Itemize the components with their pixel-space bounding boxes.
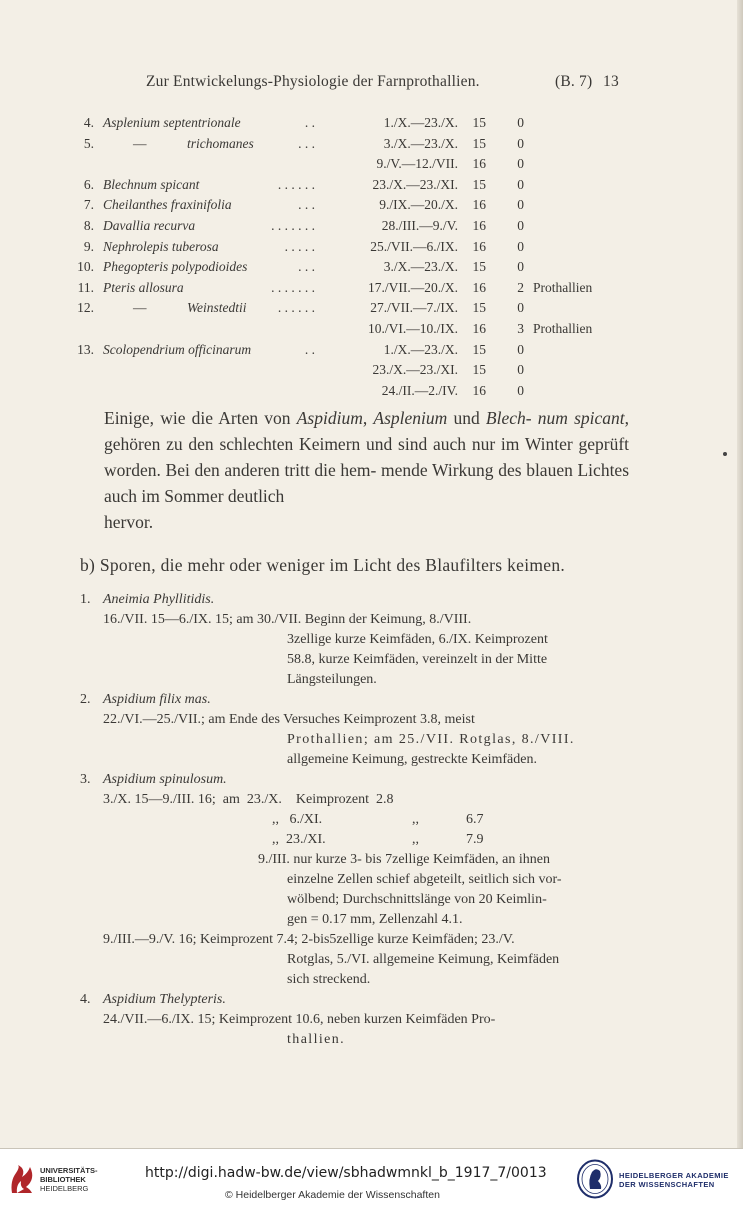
germination-count: 0 (517, 382, 524, 398)
para-genus: Aspidium (296, 408, 363, 428)
para-text: , (362, 408, 374, 428)
copyright-notice: © Heidelberger Akademie der Wissenschaften (225, 1189, 440, 1201)
table-row (0, 218, 743, 239)
year: 16 (472, 217, 486, 233)
year: 15 (472, 362, 486, 378)
date-range: 10./VI.—10./IX. (368, 320, 458, 336)
entry-title: Aspidium Thelypteris. (103, 992, 226, 1007)
library-name (40, 1166, 98, 1193)
result-note: Prothallien (533, 320, 593, 336)
species-name: trichomanes (187, 135, 254, 151)
year: 15 (472, 300, 486, 316)
year: 16 (472, 320, 486, 336)
entry-line: Rotglas, 5./VI. allgemeine Keimung, Keimfäden (287, 952, 560, 967)
year: 16 (472, 279, 486, 295)
entry-line: Längsteilungen. (287, 672, 377, 687)
date-range: 24./II.—2./IV. (381, 382, 458, 398)
germination-count: 2 (517, 279, 524, 295)
entry-title: Aneimia Phyllitidis. (103, 592, 215, 607)
table-row (0, 321, 743, 342)
page-number: 13 (603, 73, 619, 90)
germination-count: 0 (517, 156, 524, 172)
entry-line: einzelne Zellen schief abgeteilt, seitlich sich vor- (287, 872, 562, 887)
date-range: 9./IX.—20./X. (379, 197, 458, 213)
leader-dots: . . . (298, 259, 315, 275)
entry-title: Aspidium filix mas. (103, 692, 211, 707)
date-range: 27./VII.—7./IX. (370, 300, 458, 316)
table-row (0, 115, 743, 136)
date-range: 28./III.—9./V. (381, 217, 458, 233)
library-name-line: HEIDELBERG (40, 1184, 89, 1193)
row-number: 13. (77, 341, 94, 357)
entry-line: 22./VI.—25./VII.; am Ende des Versuches Keimprozent 3.8, meist (103, 712, 475, 727)
series-code: (B. 7) (555, 73, 593, 90)
row-number: 7. (83, 197, 94, 213)
table-row (0, 383, 743, 404)
date-range: 25./VII.—6./IX. (370, 238, 458, 254)
species-name: Weinstedtii (187, 300, 247, 316)
table-row (0, 136, 743, 157)
germination-count: 0 (517, 300, 524, 316)
year: 15 (472, 341, 486, 357)
para-text: hervor. (104, 512, 154, 532)
row-number: 10. (77, 259, 94, 275)
table-row (0, 239, 743, 260)
species-name: Blechnum spicant (103, 176, 200, 192)
leader-dots: . . . (298, 197, 315, 213)
date-range: 9./V.—12./VII. (376, 156, 458, 172)
para-text: mende Wirkung des blauen Lichtes auch im Sommer deutlich (104, 460, 630, 506)
table-row (0, 197, 743, 218)
date-range: 1./X.—23./X. (383, 341, 458, 357)
entry-line: Prothallien; am 25./VII. Rotglas, 8./VIII. (287, 732, 575, 747)
library-name-line: UNIVERSITÄTS- (40, 1166, 98, 1175)
ditto-mark: — (133, 135, 147, 151)
entry-line: 9./III.—9./V. 16; Keimprozent 7.4; 2-bis5zellige kurze Keimfäden; 23./V. (103, 932, 515, 947)
para-species: num spicant (537, 408, 625, 428)
row-number: 12. (77, 300, 94, 316)
entry-number: 2. (80, 692, 91, 707)
result-note: Prothallien (533, 279, 593, 295)
germination-count: 0 (517, 135, 524, 151)
table-row (0, 156, 743, 177)
academy-name (619, 1171, 729, 1189)
entry-value: 7.9 (466, 832, 484, 847)
entry-title: Aspidium spinulosum. (103, 772, 227, 787)
ditto-mark: ,, (412, 812, 419, 827)
germination-count: 0 (517, 115, 524, 130)
ditto-mark: — (133, 300, 147, 316)
germination-count: 0 (517, 259, 524, 275)
germination-count: 0 (517, 217, 524, 233)
year: 16 (472, 156, 486, 172)
entry-line: 16./VII. 15—6./IX. 15; am 30./VII. Beginn der Keimung, 8./VIII. (103, 612, 472, 627)
entry-line: ,, 23./XI. (272, 832, 326, 847)
permalink[interactable]: http://digi.hadw-bw.de/view/sbhadwmnkl_b_1917_7/0013 (145, 1165, 547, 1181)
date-range: 1./X.—23./X. (383, 115, 458, 130)
leader-dots: . . . . . . . (271, 217, 315, 233)
table-row (0, 177, 743, 198)
row-number: 4. (83, 115, 94, 130)
academy-seal-icon (576, 1159, 614, 1199)
entry-value: 6.7 (466, 812, 484, 827)
date-range: 17./VII.—20./X. (368, 279, 458, 295)
year: 16 (472, 197, 486, 213)
para-text: nur im Winter geprüft worden. Bei den anderen tritt die hem- (104, 434, 630, 480)
leader-dots: . . (304, 115, 315, 130)
entry-line: thallien. (287, 1032, 346, 1047)
academy-name-line: HEIDELBERGER AKADEMIE (619, 1171, 729, 1180)
table-row (0, 280, 743, 301)
para-text: und (447, 408, 486, 428)
species-name: Scolopendrium officinarum (103, 341, 252, 357)
germination-count: 0 (517, 238, 524, 254)
leader-dots: . . . . . . (277, 176, 315, 192)
date-range: 3./X.—23./X. (383, 135, 458, 151)
species-table (0, 115, 743, 403)
running-header (0, 73, 743, 95)
species-name: Nephrolepis tuberosa (103, 238, 219, 254)
running-title: Zur Entwickelungs-Physiologie der Farnprothallien. (146, 73, 480, 90)
row-number: 9. (83, 238, 94, 254)
date-range: 23./X.—23./XI. (372, 176, 458, 192)
para-text: , gehören zu den schlechten Keimern und sind auch (104, 408, 630, 454)
germination-count: 3 (517, 320, 524, 336)
para-genus: Blech- (485, 408, 532, 428)
entry-line: 3./X. 15—9./III. 16; am 23./X. Keimprozent 2.8 (103, 792, 394, 807)
entry-line: 24./VII.—6./IX. 15; Keimprozent 10.6, neben kurzen Keimfäden Pro- (103, 1012, 496, 1027)
footer-bar (0, 1149, 743, 1209)
ditto-mark: ,, (412, 832, 419, 847)
entry-line: 9./III. nur kurze 3- bis 7zellige Keimfäden, an ihnen (258, 852, 550, 867)
academy-name-line: DER WISSENSCHAFTEN (619, 1180, 715, 1189)
leader-dots: . . . . . . . (271, 279, 315, 295)
entry-line: ,, 6./XI. (272, 812, 323, 827)
year: 15 (472, 259, 486, 275)
table-row (0, 342, 743, 363)
row-number: 8. (83, 217, 94, 233)
entry-line: 58.8, kurze Keimfäden, vereinzelt in der Mitte (287, 652, 548, 667)
section-heading-b: b) Sporen, die mehr oder weniger im Licht des Blaufilters keimen. (80, 555, 566, 575)
germination-count: 0 (517, 197, 524, 213)
year: 15 (472, 176, 486, 192)
leader-dots: . . . . . . (277, 300, 315, 316)
table-row (0, 300, 743, 321)
species-name: Pteris allosura (103, 279, 184, 295)
para-genus: Asplenium (373, 408, 448, 428)
table-row (0, 259, 743, 280)
species-name: Cheilanthes fraxinifolia (103, 197, 232, 213)
leader-dots: . . . (298, 135, 315, 151)
body-paragraph (104, 405, 629, 535)
species-name: Phegopteris polypodioides (103, 259, 248, 275)
entry-line: gen = 0.17 mm, Zellenzahl 4.1. (287, 912, 463, 927)
table-row (0, 362, 743, 383)
entry-number: 4. (80, 992, 91, 1007)
ink-speck (723, 452, 727, 456)
date-range: 3./X.—23./X. (383, 259, 458, 275)
germination-count: 0 (517, 341, 524, 357)
year: 16 (472, 382, 486, 398)
row-number: 5. (83, 135, 94, 151)
library-logo-icon (8, 1163, 36, 1197)
leader-dots: . . (304, 341, 315, 357)
year: 15 (472, 135, 486, 151)
entry-line: wölbend; Durchschnittslänge von 20 Keimlin- (287, 892, 547, 907)
species-name: Asplenium septentrionale (103, 115, 241, 130)
entry-line: allgemeine Keimung, gestreckte Keimfäden. (287, 752, 537, 767)
year: 16 (472, 238, 486, 254)
leader-dots: . . . . . (284, 238, 315, 254)
year: 15 (472, 115, 486, 130)
para-text: Einige, wie die Arten von (104, 408, 297, 428)
species-name: Davallia recurva (103, 217, 196, 233)
germination-count: 0 (517, 176, 524, 192)
entry-number: 1. (80, 592, 91, 607)
entry-line: 3zellige kurze Keimfäden, 6./IX. Keimprozent (287, 632, 548, 647)
library-name-line: BIBLIOTHEK (40, 1175, 86, 1184)
entry-number: 3. (80, 772, 91, 787)
date-range: 23./X.—23./XI. (372, 362, 458, 378)
germination-count: 0 (517, 362, 524, 378)
entry-line: sich streckend. (287, 972, 371, 987)
row-number: 11. (77, 279, 94, 295)
row-number: 6. (83, 176, 94, 192)
